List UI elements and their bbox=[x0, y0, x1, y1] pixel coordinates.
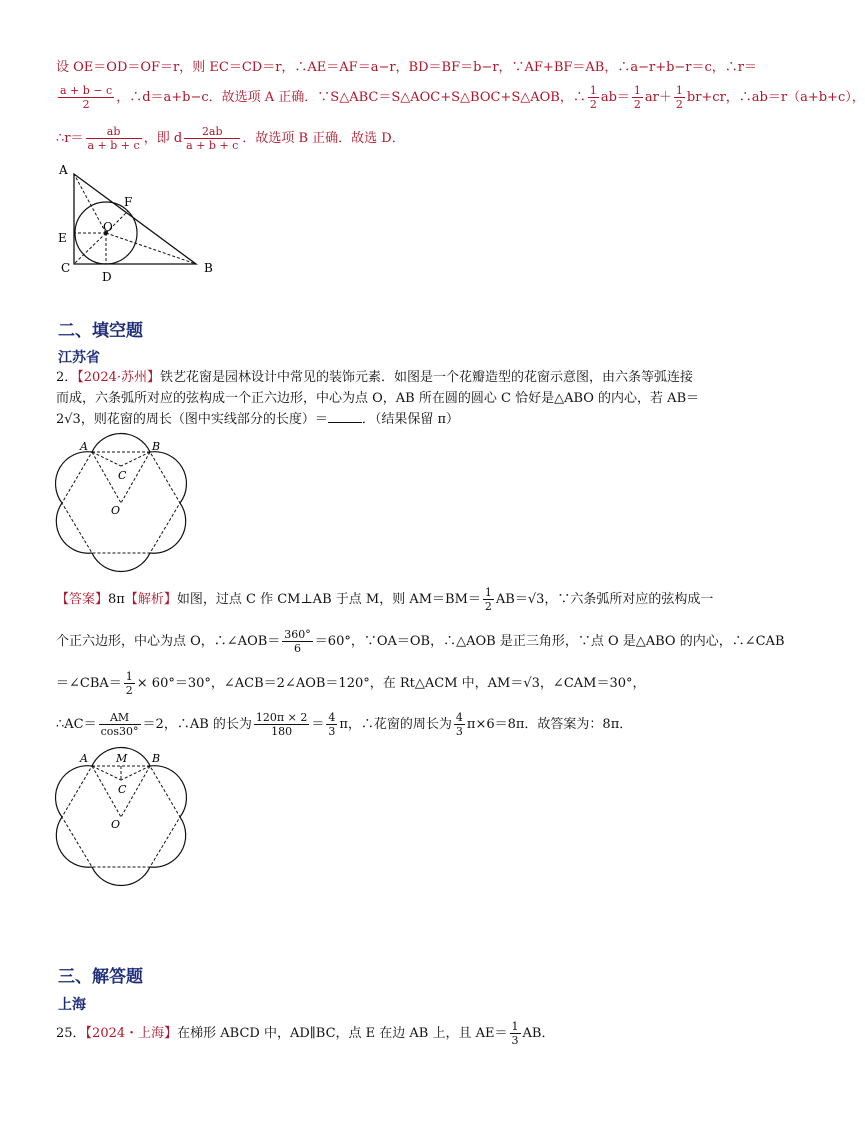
dashed-ob bbox=[106, 233, 196, 264]
label-a: A bbox=[80, 752, 88, 765]
answer-value: 8π bbox=[108, 592, 125, 607]
fraction-denominator: 3 bbox=[511, 1034, 519, 1047]
solution-line-3 bbox=[56, 125, 405, 152]
dashed-oa bbox=[92, 766, 121, 817]
fraction-numerator: 4 bbox=[455, 711, 463, 724]
problem-2-line-2 bbox=[56, 389, 699, 409]
triangle-abc bbox=[74, 174, 196, 264]
solution-text: ．故选项 B 正确．故选 D． bbox=[242, 131, 405, 146]
label-c: C bbox=[118, 783, 127, 796]
fraction bbox=[454, 711, 465, 738]
problem-2-line-1 bbox=[56, 368, 693, 388]
incircle-triangle-figure bbox=[52, 160, 222, 285]
fraction-denominator: 2 bbox=[82, 98, 90, 111]
solution-text: ar＋ bbox=[644, 90, 672, 105]
fraction-numerator: 2ab bbox=[184, 125, 240, 139]
dashed-bc bbox=[121, 766, 150, 780]
fraction-numerator: 1 bbox=[484, 586, 492, 599]
inner-hexagon bbox=[62, 766, 180, 867]
analysis-text: 如图，过点 C 作 CM⊥AB 于点 M，则 AM＝BM＝ bbox=[176, 592, 481, 607]
solution-text: br+cr，∴ab＝r（a+b+c）， bbox=[686, 90, 865, 105]
label-c: C bbox=[118, 469, 127, 482]
fraction-denominator: 6 bbox=[294, 642, 302, 655]
fraction-denominator: 3 bbox=[455, 725, 463, 738]
problem-number: 25． bbox=[56, 1026, 86, 1041]
dashed-ac bbox=[92, 766, 121, 780]
analysis-text: π×6＝8π．故答案为：8π． bbox=[466, 717, 633, 732]
flower-window-solution-figure bbox=[52, 752, 192, 884]
fraction bbox=[99, 711, 141, 738]
analysis-text: π，∴花窗的周长为 bbox=[339, 717, 452, 732]
fraction bbox=[674, 84, 685, 111]
section-heading: 三、解答题 bbox=[58, 967, 143, 987]
label-m: M bbox=[116, 752, 128, 765]
label-o: O bbox=[111, 818, 121, 831]
fraction bbox=[483, 586, 494, 613]
dashed-oa bbox=[92, 452, 121, 503]
dashed-bc bbox=[121, 452, 150, 466]
analysis-text: ＝60°，∵OA＝OB，∴△AOB 是正三角形，∵点 O 是△ABO 的内心，∴∠CAB bbox=[314, 634, 785, 649]
fraction bbox=[588, 84, 599, 111]
fraction-numerator: a + b − c bbox=[60, 84, 113, 97]
fraction bbox=[58, 84, 114, 111]
solution-text: ，即 d bbox=[143, 131, 183, 146]
problem-text: 2√3，则花窗的周长（图中实线部分的长度）＝ bbox=[56, 412, 328, 427]
solution-text: ∴r＝ bbox=[56, 131, 84, 146]
solution-text: 设 OE＝OD＝OF＝r，则 EC＝CD＝r，∴AE＝AF＝a−r，BD＝BF＝b−r，∵AF+BF＝AB，∴a−r+b−r＝c，∴r＝ bbox=[56, 60, 758, 75]
label-a: A bbox=[80, 440, 88, 453]
analysis-text: × 60°＝30°，∠ACB＝2∠AOB＝120°，在 Rt△ACM 中，AM＝√3，∠CAM＝30°， bbox=[136, 676, 646, 691]
inner-hexagon bbox=[62, 452, 180, 553]
label-o: O bbox=[111, 504, 121, 517]
province-heading: 江苏省 bbox=[58, 350, 100, 366]
label-c: C bbox=[61, 261, 71, 275]
problem-25-line bbox=[56, 1020, 554, 1047]
fraction bbox=[632, 84, 643, 111]
solution-line-2 bbox=[56, 84, 865, 111]
fraction bbox=[86, 125, 142, 152]
problem-source-tag: 【2024·苏州】 bbox=[77, 370, 160, 385]
section-heading: 二、填空题 bbox=[58, 321, 143, 341]
analysis-text: ＝∠CBA＝ bbox=[56, 676, 122, 691]
problem-2-line-3 bbox=[56, 410, 459, 430]
dashed-oa bbox=[74, 174, 106, 233]
answer-tag: 【答案】 bbox=[56, 592, 109, 607]
label-d: D bbox=[102, 270, 112, 284]
analysis-text: ∴AC＝ bbox=[56, 717, 97, 732]
petal-arcs bbox=[56, 434, 187, 572]
problem-text: 在梯形 ABCD 中，AD∥BC，点 E 在边 AB 上，且 AE＝ bbox=[177, 1026, 508, 1041]
solution-text: ，∴d＝a+b−c．故选项 A 正确．∵S△ABC＝S△AOC+S△BOC+S△AOB，∴ bbox=[116, 90, 586, 105]
province-heading: 上海 bbox=[58, 997, 86, 1013]
fraction-numerator: 1 bbox=[125, 670, 133, 683]
answer-line-1 bbox=[56, 586, 713, 613]
fraction-denominator: 2 bbox=[633, 98, 641, 111]
fraction-numerator: 1 bbox=[511, 1020, 519, 1033]
label-b: B bbox=[152, 752, 161, 765]
problem-text: ．（结果保留 π） bbox=[361, 412, 460, 427]
answer-blank bbox=[328, 410, 362, 423]
fraction-numerator: 360° bbox=[284, 628, 311, 641]
fraction-denominator: a + b + c bbox=[87, 139, 140, 152]
fraction-numerator: 1 bbox=[675, 84, 683, 97]
fraction bbox=[184, 125, 240, 152]
fraction-denominator: 2 bbox=[675, 98, 683, 111]
label-e: E bbox=[58, 231, 67, 245]
label-a: A bbox=[59, 163, 68, 177]
fraction-numerator: 1 bbox=[589, 84, 597, 97]
answer-line-2 bbox=[56, 628, 785, 655]
analysis-text: AB＝√3，∵六条弧所对应的弦构成一 bbox=[495, 592, 714, 607]
flower-window-figure bbox=[52, 432, 192, 562]
fraction-numerator: 1 bbox=[633, 84, 641, 97]
solution-text: ab＝ bbox=[600, 90, 630, 105]
analysis-text: 个正六边形，中心为点 O，∴∠AOB＝ bbox=[56, 634, 281, 649]
fraction-denominator: 2 bbox=[125, 684, 133, 697]
fraction-denominator: 2 bbox=[484, 600, 492, 613]
problem-text: 铁艺花窗是园林设计中常见的装饰元素．如图是一个花瓣造型的花窗示意图，由六条等弧连接 bbox=[160, 370, 694, 385]
fraction bbox=[510, 1020, 521, 1047]
answer-line-4 bbox=[56, 711, 632, 738]
problem-source-tag: 【2024・上海】 bbox=[85, 1026, 178, 1041]
fraction bbox=[254, 711, 309, 738]
answer-line-3 bbox=[56, 670, 646, 697]
label-f: F bbox=[124, 195, 133, 209]
fraction bbox=[326, 711, 337, 738]
fraction-numerator: ab bbox=[86, 125, 142, 139]
dashed-ac bbox=[92, 452, 121, 466]
fraction bbox=[282, 628, 313, 655]
fraction-numerator: 4 bbox=[328, 711, 336, 724]
analysis-text: ＝ bbox=[311, 717, 325, 732]
fraction bbox=[124, 670, 135, 697]
analysis-text: ＝2，∴AB 的长为 bbox=[142, 717, 252, 732]
fraction-denominator: 2 bbox=[589, 98, 597, 111]
solution-line-1 bbox=[56, 58, 757, 78]
problem-number: 2． bbox=[56, 370, 78, 385]
fraction-denominator: cos30° bbox=[100, 725, 139, 738]
fraction-numerator: 120π × 2 bbox=[255, 711, 308, 724]
fraction-denominator: 3 bbox=[328, 725, 336, 738]
problem-text: 而成，六条弧所对应的弦构成一个正六边形，中心为点 O，AB 所在圆的圆心 C 恰好是△ABO 的内心，若 AB＝ bbox=[56, 391, 700, 406]
problem-text: AB． bbox=[522, 1026, 555, 1041]
analysis-tag: 【解析】 bbox=[124, 592, 177, 607]
fraction-denominator: 180 bbox=[271, 725, 293, 738]
fraction-numerator: AM bbox=[99, 711, 141, 725]
fraction-denominator: a + b + c bbox=[186, 139, 239, 152]
label-o: O bbox=[103, 220, 113, 234]
label-b: B bbox=[204, 261, 213, 275]
label-b: B bbox=[152, 440, 161, 453]
